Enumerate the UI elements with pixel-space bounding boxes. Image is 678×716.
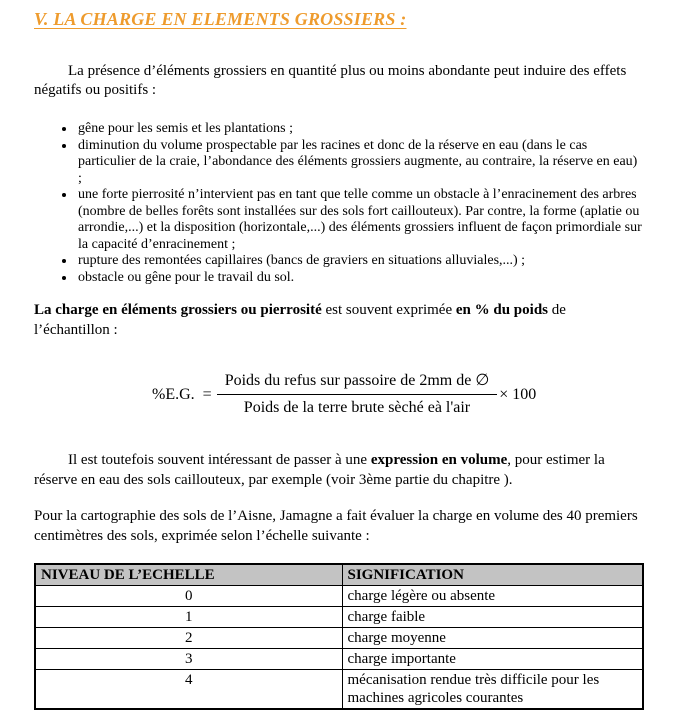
volume-paragraph [34, 450, 644, 490]
eg-formula [34, 371, 644, 418]
formula-fraction [217, 371, 498, 418]
header-niveau: NIVEAU DE L’ECHELLE [35, 564, 342, 586]
table-row [35, 628, 643, 649]
cell-niveau: 1 [35, 607, 342, 628]
formula-lhs: %E.G. [152, 385, 195, 403]
cell-niveau: 3 [35, 649, 342, 670]
pierrosite-paragraph [34, 300, 644, 340]
formula-numerator: Poids du refus sur passoire de 2mm de ∅ [217, 371, 498, 395]
table-header-row [35, 564, 643, 586]
volume-text: Il est toutefois souvent intéressant de passer à une [68, 452, 371, 468]
effects-list [34, 121, 644, 286]
cell-signification: charge légère ou absente [342, 586, 643, 607]
cell-niveau: 4 [35, 670, 342, 710]
pierrosite-bold-percent: en % du poids [455, 302, 548, 318]
cell-signification: charge moyenne [342, 628, 643, 649]
list-item: • obstacle ou gêne pour le travail du sol. [76, 270, 644, 287]
formula-equals: = [202, 385, 212, 403]
formula-denominator: Poids de la terre brute sèché eà l'air [243, 399, 471, 416]
list-item: • une forte pierrosité n’intervient pas en tant que telle comme un obstacle à l’enracinement des arbres (nombre de belles forêts sont installées sur des sols fort caillouteux). Par contre, la forme (aplatie ou arrondie,...) et la disposition (horizontale,...) des éléments grossiers influent de façon primordiale sur la capacité d’enracinement ; [76, 187, 644, 253]
formula-multiplier: × 100 [499, 385, 537, 403]
cell-niveau: 0 [35, 586, 342, 607]
echelle-table [34, 563, 644, 710]
cell-signification: charge faible [342, 607, 643, 628]
cell-signification: mécanisation rendue très difficile pour les machines agricoles courantes [342, 670, 643, 710]
section-title: V. LA CHARGE EN ELEMENTS GROSSIERS : [34, 9, 407, 29]
table-row [35, 607, 643, 628]
pierrosite-bold-lead: La charge en éléments grossiers ou pierrosité [34, 302, 322, 318]
volume-text-end: , pour estimer la réserve en eau des sols caillouteux, par exemple (voir 3ème partie du chapitre ). [34, 452, 605, 488]
table-row [35, 670, 643, 710]
pierrosite-text-end: de l’échantillon : [34, 302, 566, 338]
pierrosite-text: est souvent exprimée [321, 302, 456, 318]
list-item: • gêne pour les semis et les plantations ; [76, 121, 644, 138]
header-signification: SIGNIFICATION [342, 564, 643, 586]
intro-paragraph: La présence d’éléments grossiers en quantité plus ou moins abondante peut induire des effets négatifs ou positifs : [34, 63, 627, 98]
table-row [35, 586, 643, 607]
carto-paragraph: Pour la cartographie des sols de l’Aisne, Jamagne a fait évaluer la charge en volume des 40 premiers centimètres des sols, exprimée selon l’échelle suivante : [34, 508, 638, 544]
list-item: • diminution du volume prospectable par les racines et donc de la réserve en eau (dans le cas particulier de la craie, l’abondance des éléments grossiers augmente, au contraire, la réserve en eau) ; [76, 138, 644, 188]
list-item: • rupture des remontées capillaires (bancs de graviers en situations alluviales,...) ; [76, 253, 644, 270]
volume-bold: expression en volume [370, 452, 508, 468]
cell-signification: charge importante [342, 649, 643, 670]
table-row [35, 649, 643, 670]
cell-niveau: 2 [35, 628, 342, 649]
